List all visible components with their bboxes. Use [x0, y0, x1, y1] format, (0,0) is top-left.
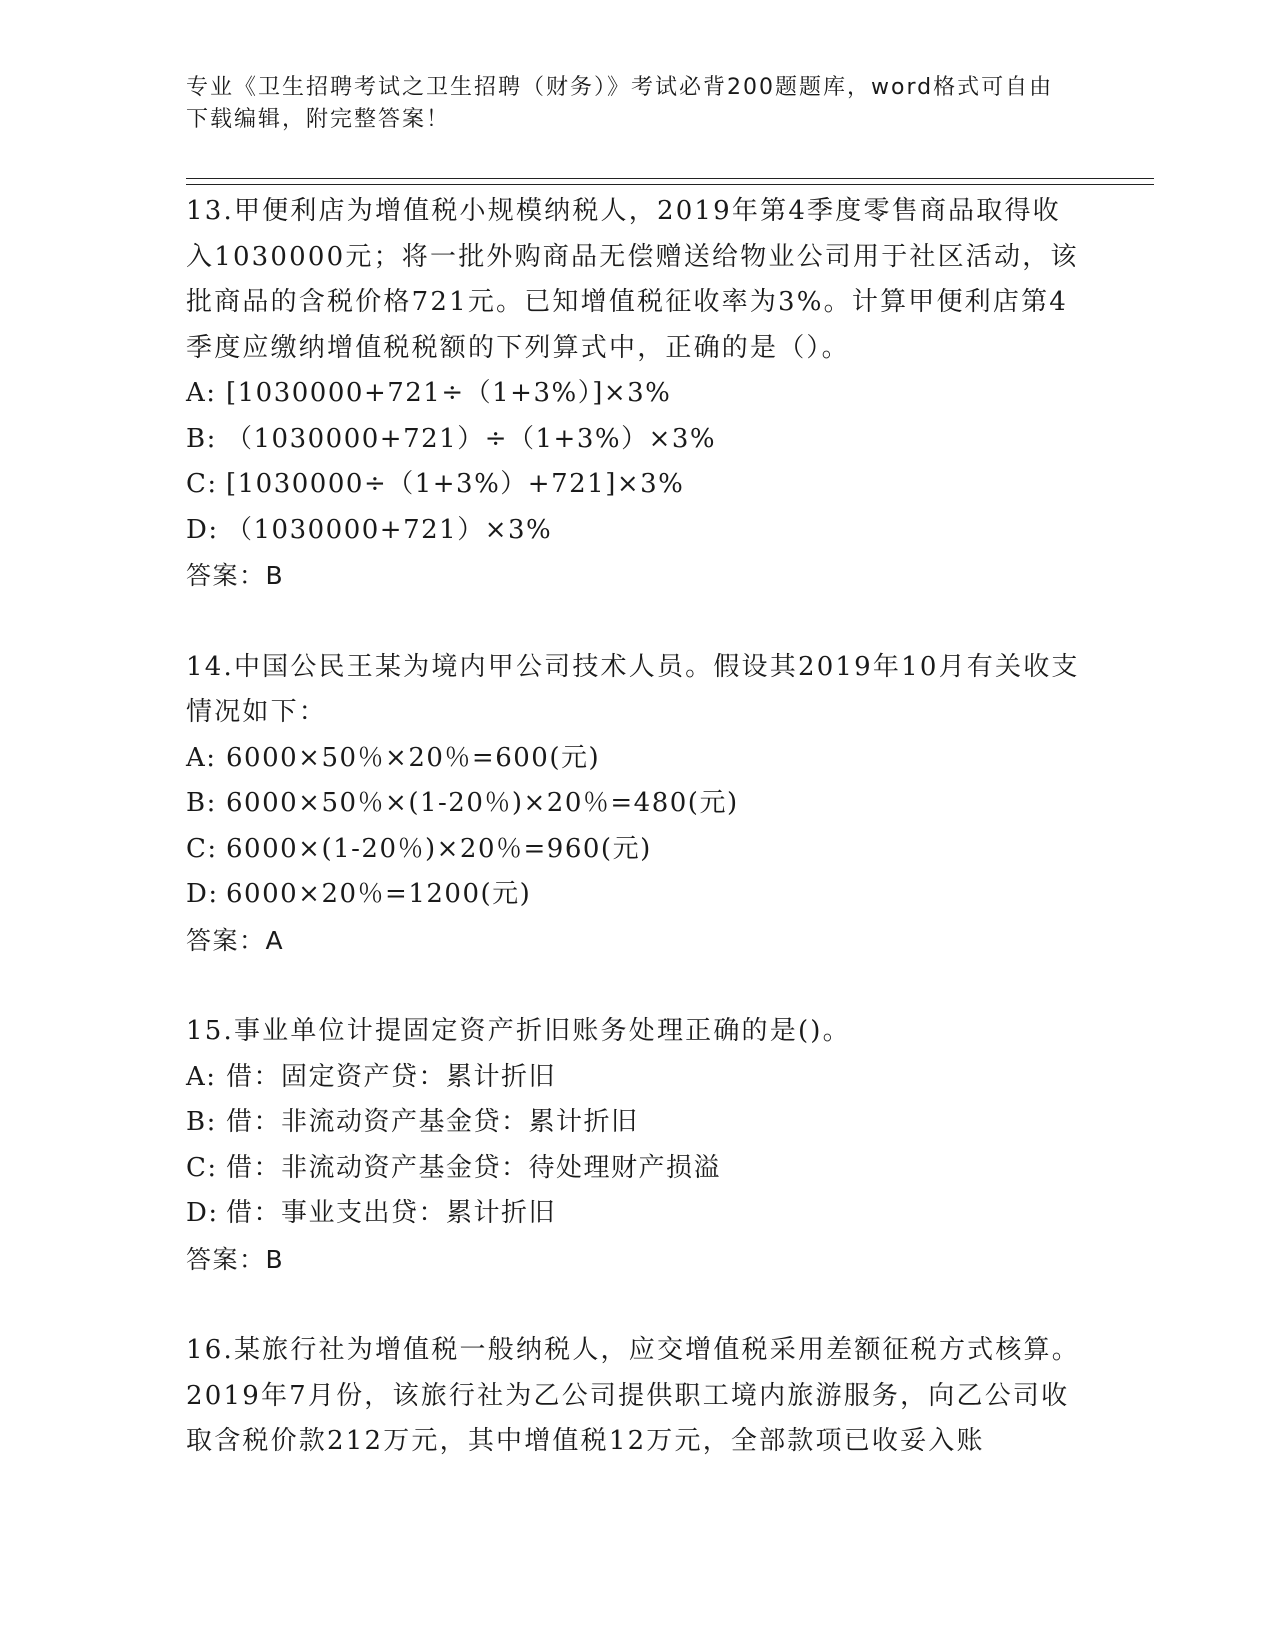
- option-text: [1030000+721÷（1+3%）]×3%: [226, 378, 672, 408]
- option-letter: B:: [186, 1107, 217, 1137]
- option-text: 6000×50％×20％=600(元): [226, 742, 601, 773]
- option-letter: A:: [186, 378, 217, 408]
- question-16: [186, 1328, 1086, 1465]
- option-letter: A:: [186, 1061, 217, 1092]
- option-letter: C:: [186, 1152, 218, 1183]
- option-d: [186, 508, 1086, 554]
- option-a: [186, 1055, 1086, 1101]
- option-text: （1030000+721）×3%: [226, 514, 553, 545]
- option-c: [186, 827, 1086, 873]
- option-letter: D:: [186, 1198, 219, 1228]
- question-stem: 13.甲便利店为增值税小规模纳税人，2019年第4季度零售商品取得收入1030000元；将一批外购商品无偿赠送给物业公司用于社区活动，该批商品的含税价格721元。已知增值税征收率为3%。计算甲便利店第4季度应缴纳增值税税额的下列算式中，正确的是（）。: [186, 196, 1079, 363]
- option-letter: A:: [186, 742, 217, 773]
- option-text: 借：非流动资产基金贷：待处理财产损溢: [226, 1152, 722, 1183]
- option-text: [1030000÷（1+3%）+721]×3%: [226, 469, 685, 499]
- answer-line: 答案：A: [186, 925, 285, 955]
- option-letter: D:: [186, 514, 219, 545]
- option-d: [186, 872, 1086, 918]
- header-rule-bottom: [186, 184, 1154, 185]
- option-d: [186, 1191, 1086, 1237]
- option-a: [186, 371, 1086, 417]
- option-c: [186, 462, 1086, 508]
- question-13: [186, 189, 1086, 599]
- question-stem: 16.某旅行社为增值税一般纳税人，应交增值税采用差额征税方式核算。2019年7月份，该旅行社为乙公司提供职工境内旅游服务，向乙公司收取含税价款212万元，其中增值税12万元，全部款项已收妥入账: [186, 1335, 1080, 1456]
- option-text: （1030000+721）÷（1+3%）×3%: [226, 423, 717, 454]
- question-14: [186, 645, 1086, 964]
- option-letter: D:: [186, 879, 219, 909]
- option-text: 6000×50％×(1-20％)×20％=480(元): [226, 788, 739, 818]
- document-header: 专业《卫生招聘考试之卫生招聘（财务）》考试必背200题题库，word格式可自由下载编辑，附完整答案！: [186, 75, 1054, 132]
- option-letter: C:: [186, 833, 218, 864]
- option-text: 借：非流动资产基金贷：累计折旧: [226, 1107, 639, 1137]
- option-text: 6000×20％=1200(元): [226, 879, 532, 909]
- question-stem: 15.事业单位计提固定资产折旧账务处理正确的是()。: [186, 1016, 851, 1046]
- option-text: 借：固定资产贷：累计折旧: [226, 1061, 557, 1092]
- option-text: 借：事业支出贷：累计折旧: [226, 1198, 557, 1228]
- option-letter: B:: [186, 423, 217, 454]
- option-text: 6000×(1-20％)×20％=960(元): [226, 833, 652, 864]
- header-rule-top: [186, 178, 1154, 179]
- question-15: [186, 1009, 1086, 1282]
- option-letter: B:: [186, 788, 217, 818]
- option-b: [186, 417, 1086, 463]
- answer-line: 答案：B: [186, 561, 285, 590]
- question-stem: 14.中国公民王某为境内甲公司技术人员。假设其2019年10月有关收支情况如下：: [186, 651, 1080, 727]
- option-c: [186, 1146, 1086, 1192]
- option-letter: C:: [186, 469, 218, 499]
- option-a: [186, 736, 1086, 782]
- question-list: [186, 189, 1086, 1511]
- option-b: [186, 1100, 1086, 1146]
- option-b: [186, 781, 1086, 827]
- answer-line: 答案：B: [186, 1244, 285, 1274]
